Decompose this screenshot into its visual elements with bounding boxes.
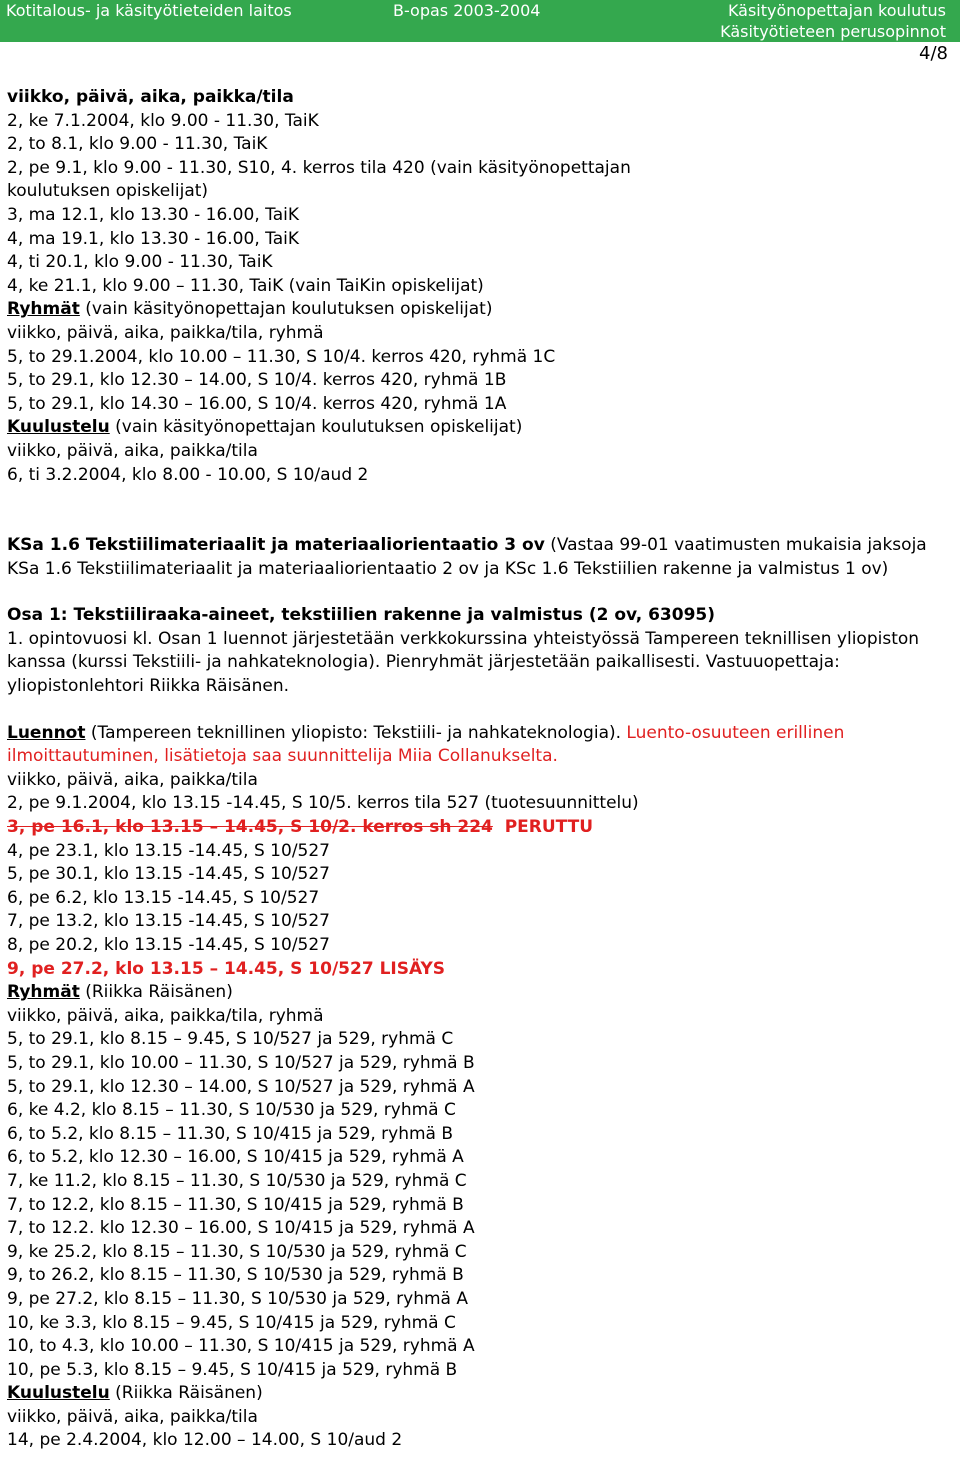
header-program: Käsityönopettajan koulutus xyxy=(727,1,946,20)
part-title: Osa 1: Tekstiiliraaka-aineet, tekstiilien rakenne ja valmistus (2 ov, 63095) xyxy=(7,605,716,626)
exam-title-line xyxy=(7,416,960,440)
header-department: Kotitalous- ja käsityötieteiden laitos xyxy=(6,1,292,20)
lectures-intro xyxy=(7,722,954,769)
course-group-line: 6, to 5.2, klo 8.15 – 11.30, S 10/415 ja 529, ryhmä B xyxy=(7,1123,454,1144)
course-group-line: 10, ke 3.3, klo 8.15 – 9.45, S 10/415 ja 529, ryhmä C xyxy=(7,1312,456,1333)
course-exam-note: (Riikka Räisänen) xyxy=(109,1383,263,1404)
exam-line: 6, ti 3.2.2004, klo 8.00 - 10.00, S 10/aud 2 xyxy=(7,464,369,485)
added-lecture-line: 9, pe 27.2, klo 13.15 – 14.45, S 10/527 LISÄYS xyxy=(7,958,446,979)
exam-title: Kuulustelu xyxy=(7,417,110,438)
course-exam-heading: viikko, päivä, aika, paikka/tila xyxy=(7,1406,258,1427)
header-studies: Käsityötieteen perusopinnot xyxy=(720,22,946,41)
cancelled-lecture-line xyxy=(7,816,960,840)
course-group-line: 9, pe 27.2, klo 8.15 – 11.30, S 10/530 ja 529, ryhmä A xyxy=(7,1288,468,1309)
part-description: 1. opintovuosi kl. Osan 1 luennot järjestetään verkkokurssina yhteistyössä Tampereen teknillisen yliopiston kanssa (kurssi Tekstiili- ja nahkateknologia). Pienryhmät järjestetään paikallisesti. Vastuuopettaja: yliopistonlehtori Riikka Räisänen. xyxy=(7,628,920,697)
exam-heading: viikko, päivä, aika, paikka/tila xyxy=(7,440,258,461)
course-group-line: 5, to 29.1, klo 12.30 – 14.00, S 10/527 ja 529, ryhmä A xyxy=(7,1076,475,1097)
page-number: 4/8 xyxy=(919,43,948,64)
lecture-line: 6, pe 6.2, klo 13.15 -14.45, S 10/527 xyxy=(7,887,320,908)
groups-title: Ryhmät xyxy=(7,299,80,320)
group-line: 5, to 29.1.2004, klo 10.00 – 11.30, S 10/4. kerros 420, ryhmä 1C xyxy=(7,346,556,367)
registration-notice: Luento-osuuteen erillinen ilmoittautuminen, lisätietoja saa suunnittelija Miia Collanukselta. xyxy=(7,722,845,767)
lecture-line: 5, pe 30.1, klo 13.15 -14.45, S 10/527 xyxy=(7,864,330,885)
schedule-line: 4, ma 19.1, klo 13.30 - 16.00, TaiK xyxy=(7,228,299,249)
lectures-heading: viikko, päivä, aika, paikka/tila xyxy=(7,769,258,790)
course-code-title: KSa 1.6 Tekstiilimateriaalit ja materiaaliorientaatio 3 ov xyxy=(7,535,545,556)
exam-note: (vain käsityönopettajan koulutuksen opiskelijat) xyxy=(109,417,523,438)
course-exam-title: Kuulustelu xyxy=(7,1383,110,1404)
course-group-line: 6, ke 4.2, klo 8.15 – 11.30, S 10/530 ja 529, ryhmä C xyxy=(7,1100,456,1121)
lecture-line: 7, pe 13.2, klo 13.15 -14.45, S 10/527 xyxy=(7,911,330,932)
course-exam-title-line xyxy=(7,1382,960,1406)
schedule-line: 3, ma 12.1, klo 13.30 - 16.00, TaiK xyxy=(7,204,299,225)
schedule-line: 4, ke 21.1, klo 9.00 – 11.30, TaiK (vain TaiKin opiskelijat) xyxy=(7,275,484,296)
schedule-line: koulutuksen opiskelijat) xyxy=(7,181,209,202)
course-group-line: 5, to 29.1, klo 8.15 – 9.45, S 10/527 ja 529, ryhmä C xyxy=(7,1029,454,1050)
lectures-title: Luennot xyxy=(7,722,86,743)
schedule-line: 2, ke 7.1.2004, klo 9.00 - 11.30, TaiK xyxy=(7,110,319,131)
course-groups-title-line xyxy=(7,981,960,1005)
course-group-line: 9, to 26.2, klo 8.15 – 11.30, S 10/530 ja 529, ryhmä B xyxy=(7,1265,464,1286)
course-group-line: 7, to 12.2, klo 8.15 – 11.30, S 10/415 ja 529, ryhmä B xyxy=(7,1194,464,1215)
cancelled-lecture: 3, pe 16.1, klo 13.15 – 14.45, S 10/2. kerros sh 224 xyxy=(7,817,493,838)
group-line: 5, to 29.1, klo 12.30 – 14.00, S 10/4. kerros 420, ryhmä 1B xyxy=(7,370,507,391)
groups-note: (vain käsityönopettajan koulutuksen opiskelijat) xyxy=(79,299,493,320)
schedule-line: 2, to 8.1, klo 9.00 - 11.30, TaiK xyxy=(7,134,268,155)
document-body xyxy=(7,86,960,1453)
course-group-line: 10, to 4.3, klo 10.00 – 11.30, S 10/415 ja 529, ryhmä A xyxy=(7,1336,475,1357)
course-group-line: 7, ke 11.2, klo 8.15 – 11.30, S 10/530 ja 529, ryhmä C xyxy=(7,1170,467,1191)
schedule-line: 4, ti 20.1, klo 9.00 - 11.30, TaiK xyxy=(7,252,273,273)
schedule-line: 2, pe 9.1, klo 9.00 - 11.30, S10, 4. kerros tila 420 (vain käsityönopettajan xyxy=(7,157,631,178)
course-group-line: 7, to 12.2. klo 12.30 – 16.00, S 10/415 ja 529, ryhmä A xyxy=(7,1218,475,1239)
schedule-heading: viikko, päivä, aika, paikka/tila xyxy=(7,87,294,107)
course-groups-title: Ryhmät xyxy=(7,982,80,1003)
course-exam-line: 14, pe 2.4.2004, klo 12.00 – 14.00, S 10/aud 2 xyxy=(7,1430,403,1451)
course-equivalence: (Vastaa 99-01 vaatimusten mukaisia jaksoja KSa 1.6 Tekstiilimateriaalit ja materiaaliorientaatio 2 ov ja KSc 1.6 Tekstiilien rakenne ja valmistus 1 ov) xyxy=(7,535,927,579)
lecture-line: 2, pe 9.1.2004, klo 13.15 -14.45, S 10/5. kerros tila 527 (tuotesuunnittelu) xyxy=(7,793,639,814)
course-group-line: 5, to 29.1, klo 10.00 – 11.30, S 10/527 ja 529, ryhmä B xyxy=(7,1052,475,1073)
groups-heading: viikko, päivä, aika, paikka/tila, ryhmä xyxy=(7,322,324,343)
group-line: 5, to 29.1, klo 14.30 – 16.00, S 10/4. kerros 420, ryhmä 1A xyxy=(7,393,507,414)
lectures-source: (Tampereen teknillinen yliopisto: Tekstiili- ja nahkateknologia). xyxy=(85,722,627,743)
course-groups-note: (Riikka Räisänen) xyxy=(79,982,233,1003)
course-title xyxy=(7,534,954,581)
course-group-line: 10, pe 5.3, klo 8.15 – 9.45, S 10/415 ja 529, ryhmä B xyxy=(7,1359,458,1380)
course-group-line: 9, ke 25.2, klo 8.15 – 11.30, S 10/530 ja 529, ryhmä C xyxy=(7,1241,467,1262)
course-groups-heading: viikko, päivä, aika, paikka/tila, ryhmä xyxy=(7,1005,324,1026)
page-header xyxy=(0,0,960,42)
lecture-line: 8, pe 20.2, klo 13.15 -14.45, S 10/527 xyxy=(7,935,330,955)
lecture-line: 4, pe 23.1, klo 13.15 -14.45, S 10/527 xyxy=(7,840,330,861)
cancelled-badge: PERUTTU xyxy=(504,817,594,838)
schedule-list xyxy=(7,110,960,299)
groups-title-line xyxy=(7,298,960,322)
header-guide-title: B-opas 2003-2004 xyxy=(393,1,541,20)
course-group-line: 6, to 5.2, klo 12.30 – 16.00, S 10/415 ja 529, ryhmä A xyxy=(7,1147,464,1168)
